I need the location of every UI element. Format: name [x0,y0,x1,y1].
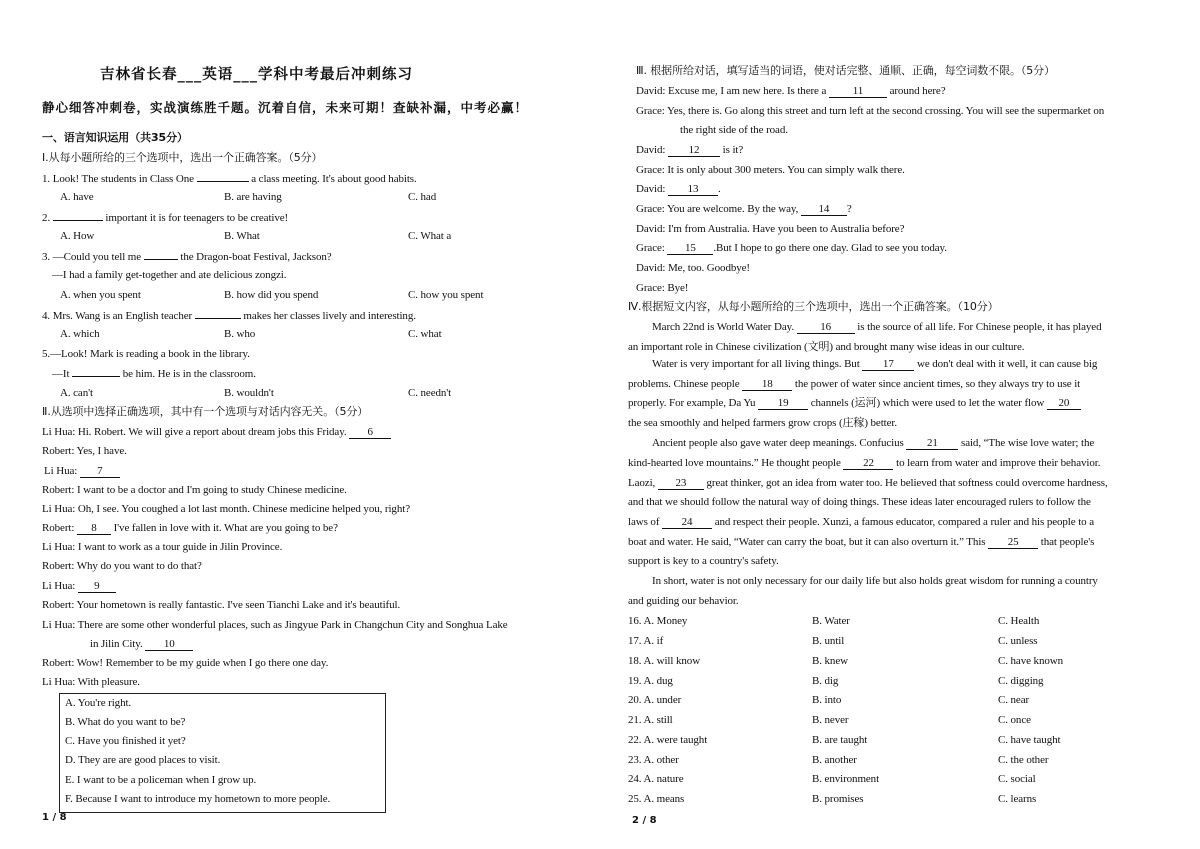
q3-option-a: A. when you spent [60,289,141,301]
conversation-line-11: Grace: Bye! [636,282,689,294]
q24-option-b: B. environment [812,773,880,785]
part-3-heading: Ⅲ. 根据所给对话，填写适当的词语，使对话完整、通顺、正确，每空词数不限。（5分） [636,64,1055,77]
blank-9[interactable]: 9 [78,580,116,593]
passage-line-8 [628,456,1100,470]
question-5-line-1: 5.—Look! Mark is reading a book in the library. [42,348,250,360]
q18-option-c: C. have known [998,655,1063,667]
question-4 [42,308,416,323]
blank-25[interactable]: 25 [988,536,1038,549]
q21-option-a: 21. A. still [628,714,673,726]
q22-option-c: C. have taught [998,734,1061,746]
dialogue-speaker: Li Hua: [44,465,78,477]
conversation-text: .But I hope to go there one day. Glad to see you today. [713,242,947,254]
dialogue-line-7: Li Hua: I want to work as a tour guide in Jilin Province. [42,541,283,553]
blank-17[interactable]: 17 [862,358,914,371]
passage-text: is the source of all life. For Chinese people, it has played [857,321,1102,333]
q4-option-c: C. what [408,328,442,340]
dialogue-text: Li Hua: Hi. Robert. We will give a report about dream jobs this Friday. [42,426,347,438]
q21-option-b: B. never [812,714,849,726]
passage-text: Laozi, [628,477,656,489]
blank-22[interactable]: 22 [843,457,893,470]
question-1-stem-start: 1. Look! The students in Class One [42,173,194,185]
box-option-d: D. They are are good places to visit. [65,754,221,766]
passage-line-14: In short, water is not only necessary for our daily life but also holds great wisdom for running a country [652,575,1098,587]
dialogue-line-4: Robert: I want to be a doctor and I'm going to study Chinese medicine. [42,484,347,496]
blank-23[interactable]: 23 [658,477,704,490]
passage-text: the power of water since ancient times, so they always try to use it [794,378,1081,390]
conversation-line-4 [636,143,743,157]
conversation-line-7 [636,202,852,216]
q19-option-c: C. digging [998,675,1044,687]
q25-option-a: 25. A. means [628,793,685,805]
q2-option-b: B. What [224,230,260,242]
answer-blank[interactable] [195,308,241,319]
blank-11[interactable]: 11 [829,85,887,98]
blank-14[interactable]: 14 [801,203,847,216]
passage-line-4 [628,377,1080,391]
q17-option-c: C. unless [998,635,1038,647]
blank-16[interactable]: 16 [797,321,855,334]
passage-text: to learn from water and improve their behavior. [896,457,1101,469]
blank-6[interactable]: 6 [349,426,391,439]
passage-line-3 [628,357,1097,371]
passage-line-1 [628,320,1101,334]
conversation-text: Grace: You are welcome. By the way, [636,203,799,215]
conversation-line-2: Grace: Yes, there is. Go along this street and turn left at the second crossing. You will see the supermarket on [636,105,1105,117]
blank-13[interactable]: 13 [668,183,718,196]
conversation-speaker: David: [636,183,666,195]
q2-option-a: A. How [60,230,95,242]
passage-text: and respect their people. Xunzi, a famous educator, compared a ruler and his people to a [714,516,1094,528]
passage-text: Water is very important for all living things. But [652,358,860,370]
passage-line-9 [628,476,1108,490]
dialogue-line-3 [44,464,120,478]
dialogue-line-8: Robert: Why do you want to do that? [42,560,202,572]
passage-text: Ancient people also gave water deep meanings. Confucius [652,437,904,449]
passage-text: said, “The wise love water; the [961,437,1095,449]
question-3-stem-start: 3. —Could you tell me [42,251,142,263]
part-4-heading: Ⅳ.根据短文内容，从每小题所给的三个选项中，选出一个正确答案。（10分） [628,300,999,313]
question-5-stem-end: be him. He is in the classroom. [122,368,256,380]
exam-page-2 [600,0,1200,849]
q1-option-a: A. have [60,191,94,203]
dialogue-speaker: Robert: [42,522,75,534]
passage-text: boat and water. He said, “Water can carry the boat, but it can also overturn it.” This [628,536,986,548]
passage-text: laws of [628,516,660,528]
part-1-heading: Ⅰ.从每小题所给的三个选项中，选出一个正确答案。（5分） [42,151,323,164]
q3-option-b: B. how did you spend [224,289,319,301]
q16-option-b: B. Water [812,615,850,627]
dialogue-line-12 [90,637,193,651]
q23-option-a: 23. A. other [628,754,679,766]
dialogue-text: I've fallen in love with it. What are you going to be? [113,522,338,534]
passage-line-12 [628,535,1094,549]
blank-24[interactable]: 24 [662,516,712,529]
dialogue-line-1 [42,425,391,439]
blank-7[interactable]: 7 [80,465,120,478]
passage-text: we don't deal with it well, it can cause big [916,358,1098,370]
part-2-heading: Ⅱ.从选项中选择正确选项，其中有一个选项与对话内容无关。（5分） [42,405,369,418]
conversation-line-1 [636,84,945,98]
question-2-stem: important it is for teenagers to be creative! [105,212,289,224]
box-option-a: A. You're right. [65,697,132,709]
question-5-line-2 [52,366,256,381]
conversation-speaker: David: [636,144,666,156]
q23-option-b: B. another [812,754,857,766]
q2-option-c: C. What a [408,230,452,242]
q5-option-c: C. needn't [408,387,452,399]
q3-option-c: C. how you spent [408,289,484,301]
blank-15[interactable]: 15 [667,242,713,255]
dialogue-line-2: Robert: Yes, I have. [42,445,127,457]
conversation-text: ? [846,203,852,215]
q20-option-a: 20. A. under [628,694,682,706]
passage-line-10: and that we should follow the natural way of doing things. These ideas later encouraged rulers to follow the [628,496,1091,508]
q4-option-a: A. which [60,328,100,340]
q20-option-b: B. into [812,694,842,706]
dialogue-line-14: Li Hua: With pleasure. [42,676,140,688]
question-4-stem-end: makes her classes lively and interesting. [243,310,416,322]
conversation-text: David: Excuse me, I am new here. Is there a [636,85,827,97]
q16-option-a: 16. A. Money [628,615,688,627]
passage-line-11 [628,515,1094,529]
section-heading-1: 一、语言知识运用（共35分） [42,131,188,144]
blank-10[interactable]: 10 [145,638,193,651]
q22-option-b: B. are taught [812,734,868,746]
q20-option-c: C. near [998,694,1030,706]
passage-line-6: the sea smoothly and helped farmers grow crops (庄稼) better. [628,417,898,429]
box-option-b: B. What do you want to be? [65,716,186,728]
passage-text: that people's [1040,536,1095,548]
question-3 [42,249,332,264]
question-2 [42,210,288,225]
passage-text: kind-hearted love mountains.” He thought people [628,457,841,469]
q1-option-b: B. are having [224,191,282,203]
q22-option-a: 22. A. were taught [628,734,708,746]
conversation-line-5: Grace: It is only about 300 meters. You can simply walk there. [636,164,905,176]
passage-line-13: support is key to a country's safety. [628,555,779,567]
question-1-stem-end: a class meeting. It's about good habits. [251,173,417,185]
question-2-number: 2. [42,212,51,224]
conversation-text: is it? [722,144,744,156]
conversation-line-3: the right side of the road. [680,124,788,136]
blank-18[interactable]: 18 [742,378,792,391]
passage-text: channels (运河) which were used to let the water flow [810,397,1045,409]
passage-line-2: an important role in Chinese civilization (文明) and brought many wise ideas in our culture. [628,341,1025,353]
conversation-text: around here? [889,85,946,97]
motto-line: 静心细答冲刺卷，实战演练胜千题。沉着自信，未来可期！查缺补漏，中考必赢！ [42,100,529,115]
dialogue-line-10: Robert: Your hometown is really fantastic. I've seen Tianchi Lake and it's beautiful. [42,599,401,611]
answer-blank[interactable] [72,366,120,377]
blank-12[interactable]: 12 [668,144,720,157]
dialogue-line-13: Robert: Wow! Remember to be my guide when I go there one day. [42,657,329,669]
q16-option-c: C. Health [998,615,1040,627]
q5-option-b: B. wouldn't [224,387,274,399]
q23-option-c: C. the other [998,754,1049,766]
blank-20[interactable]: 20 [1047,397,1081,410]
passage-line-5 [628,396,1081,410]
blank-19[interactable]: 19 [758,397,808,410]
q17-option-b: B. until [812,635,845,647]
dialogue-line-11: Li Hua: There are some other wonderful places, such as Jingyue Park in Changchun City and Songhua Lake [42,619,508,631]
q19-option-b: B. dig [812,675,839,687]
page-number: 1 / 8 [42,812,67,823]
blank-21[interactable]: 21 [906,437,958,450]
q24-option-c: C. social [998,773,1036,785]
q18-option-a: 18. A. will know [628,655,701,667]
q25-option-b: B. promises [812,793,864,805]
answer-blank[interactable] [53,210,103,221]
conversation-line-6: David: 13 . [636,183,721,195]
conversation-speaker: Grace: [636,242,665,254]
blank-8[interactable]: 8 [77,522,111,535]
conversation-line-8: David: I'm from Australia. Have you been to Australia before? [636,223,905,235]
conversation-line-9 [636,241,947,255]
q25-option-c: C. learns [998,793,1037,805]
passage-text: great thinker, got an idea from water too. He believed that softness could overcome hardness, [706,477,1108,489]
question-4-stem-start: 4. Mrs. Wang is an English teacher [42,310,193,322]
box-option-e: E. I want to be a policeman when I grow up. [65,774,257,786]
passage-text: properly. For example, Da Yu [628,397,756,409]
q17-option-a: 17. A. if [628,635,664,647]
question-5-stem-start: —It [52,368,70,380]
q5-option-a: A. can't [60,387,93,399]
dialogue-line-6 [42,521,338,535]
passage-line-15: and guiding our behavior. [628,595,739,607]
exam-title: 吉林省长春___英语___学科中考最后冲刺练习 [100,67,413,83]
passage-text: problems. Chinese people [628,378,740,390]
dialogue-text: in Jilin City. [90,638,143,650]
q24-option-a: 24. A. nature [628,773,684,785]
box-option-f: F. Because I want to introduce my hometown to more people. [65,793,331,805]
dialogue-speaker: Li Hua: [42,580,76,592]
question-1 [42,171,417,186]
conversation-line-10: David: Me, too. Goodbye! [636,262,750,274]
q19-option-a: 19. A. dug [628,675,673,687]
q18-option-b: B. knew [812,655,848,667]
box-option-c: C. Have you finished it yet? [65,735,186,747]
passage-line-7 [628,436,1094,450]
dialogue-line-5: Li Hua: Oh, I see. You coughed a lot last month. Chinese medicine helped you, right? [42,503,410,515]
question-3-reply: —I had a family get-together and ate delicious zongzi. [52,269,287,281]
question-3-stem-end: the Dragon-boat Festival, Jackson? [180,251,332,263]
answer-blank[interactable] [197,171,249,182]
page-number: 2 / 8 [632,815,657,826]
q4-option-b: B. who [224,328,256,340]
dialogue-line-9 [42,579,116,593]
answer-blank[interactable] [144,249,178,260]
q21-option-c: C. once [998,714,1031,726]
q1-option-c: C. had [408,191,437,203]
passage-text: March 22nd is World Water Day. [652,321,794,333]
